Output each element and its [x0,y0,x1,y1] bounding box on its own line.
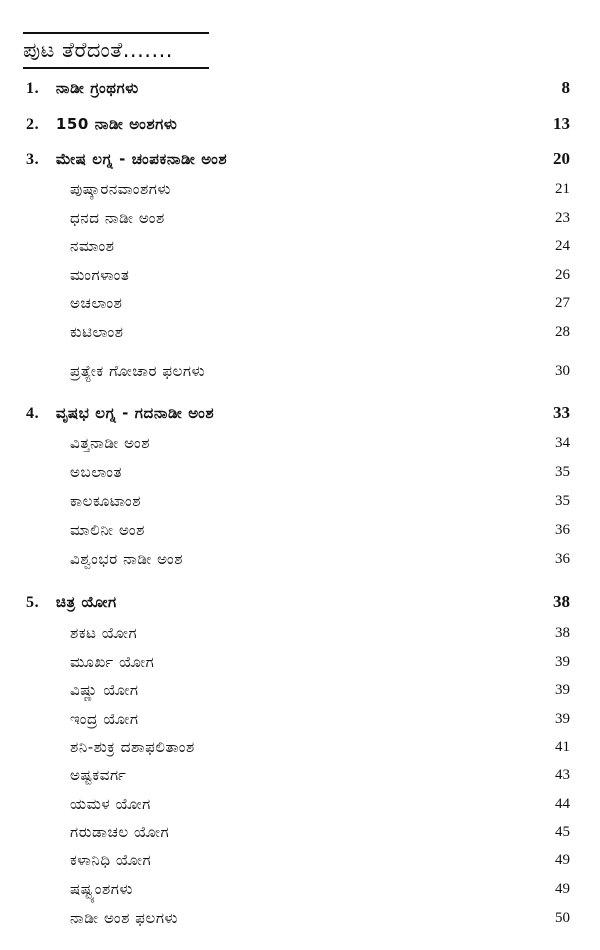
toc-section[interactable] [0,819,600,845]
section-title: ಮಂಗಳಾಂತ [70,266,130,284]
toc-section[interactable] [0,430,600,456]
section-title: ಪುಷ್ಕಾರನವಾಂಶಗಳು [70,180,172,198]
chapter-title-text: ವೃಷಭ ಲಗ್ನ - ಗದನಾಡೀ ಅಂಶ [55,404,215,422]
section-page-number: 45 [555,824,570,840]
section-title: ಪ್ರತ್ಯೇಕ ಗೋಚಾರ ಫಲಗಳು [70,362,206,380]
section-title: ಅಚಲಾಂಶ [70,294,123,312]
chapter-page-number: 38 [553,592,570,611]
page-heading-block [23,32,209,69]
section-page-number: 39 [555,654,570,670]
chapter-title-text: ನಾಡೀ ಗ್ರಂಥಗಳು [55,79,139,97]
toc-section[interactable] [0,290,600,316]
section-title: ಇಂದ್ರ ಯೋಗ [70,710,139,728]
chapter-number: 2. [26,116,40,133]
section-title: ಯಮಳ ಯೋಗ [70,795,151,813]
section-page-number: 24 [555,238,570,254]
toc-chapter-1[interactable] [0,75,600,101]
section-page-number: 34 [555,435,570,451]
toc-section[interactable] [0,546,600,572]
chapter-number: 4. [26,405,40,422]
toc-section[interactable] [0,847,600,873]
section-title: ಕುಟಿಲಾಂಶ [70,323,124,341]
toc-section[interactable] [0,488,600,514]
section-title: ಷಷ್ಟ್ಯಂಶಗಳು [70,880,134,898]
section-page-number: 23 [555,210,570,226]
toc-section[interactable] [0,262,600,288]
section-page-number: 41 [555,739,570,755]
chapter-title-text: ಮೇಷ ಲಗ್ನ - ಚಂಪಕನಾಡೀ ಅಂಶ [55,150,228,168]
toc-chapter-5[interactable] [0,589,600,615]
heading-bottom-rule [23,67,209,69]
section-page-number: 28 [555,324,570,340]
chapter-number: 1. [26,80,40,97]
toc-section[interactable] [0,459,600,485]
toc-section[interactable] [0,734,600,760]
chapter-title [26,111,177,138]
section-page-number: 36 [555,551,570,567]
section-title: ಧನದ ನಾಡೀ ಅಂಶ [70,209,165,227]
section-page-number: 30 [555,363,570,379]
toc-section[interactable] [0,517,600,543]
section-title: ವಿಶ್ವಂಭರ ನಾಡೀ ಅಂಶ [70,550,184,568]
section-page-number: 49 [555,852,570,868]
section-title: ವಿತ್ತನಾಡೀ ಅಂಶ [70,434,151,452]
toc-section[interactable] [0,649,600,675]
chapter-title [26,75,139,102]
toc-section[interactable] [0,233,600,259]
toc-section[interactable] [0,358,600,384]
toc-chapter-4[interactable] [0,400,600,426]
section-page-number: 36 [555,522,570,538]
section-title: ಗರುಡಾಚಲ ಯೋಗ [70,823,170,841]
section-page-number: 50 [555,910,570,926]
section-page-number: 44 [555,796,570,812]
section-title: ಅಷ್ಟಕವರ್ಗ [70,766,127,784]
toc-section[interactable] [0,791,600,817]
section-page-number: 27 [555,295,570,311]
section-title: ಅಬಲಾಂತ [70,463,123,481]
chapter-title [26,400,214,427]
toc-section[interactable] [0,176,600,202]
chapter-number: 3. [26,151,40,168]
toc-section[interactable] [0,762,600,788]
section-title: ಕಳಾನಿಧಿ ಯೋಗ [70,851,152,869]
chapter-number: 5. [26,594,40,611]
section-title: ಶಕಟ ಯೋಗ [70,624,138,642]
chapter-page-number: 8 [561,78,570,97]
section-title: ಶನಿ-ಶುಕ್ರ ದಶಾಫಲಿತಾಂಶ [70,738,195,756]
toc-section[interactable] [0,677,600,703]
chapter-page-number: 13 [553,114,570,133]
chapter-title [26,146,227,173]
section-page-number: 39 [555,711,570,727]
section-page-number: 21 [555,181,570,197]
section-page-number: 26 [555,267,570,283]
section-title: ಕಾಲಕೂಟಾಂಶ [70,492,142,510]
section-page-number: 38 [555,625,570,641]
section-title: ಮಾಲಿನೀ ಅಂಶ [70,521,145,539]
chapter-title-text: ಚಿತ್ರ ಯೋಗ [55,593,117,611]
section-page-number: 39 [555,682,570,698]
section-page-number: 35 [555,464,570,480]
toc-chapter-3[interactable] [0,146,600,172]
section-title: ನಾಡೀ ಅಂಶ ಫಲಗಳು [70,909,179,927]
chapter-page-number: 33 [553,403,570,422]
toc-chapter-2[interactable] [0,111,600,137]
section-page-number: 35 [555,493,570,509]
toc-section[interactable] [0,706,600,732]
chapter-title-text: 150 ನಾಡೀ ಅಂಶಗಳು [55,115,178,133]
section-page-number: 49 [555,881,570,897]
section-page-number: 43 [555,767,570,783]
toc-section[interactable] [0,205,600,231]
section-title: ನಮಾಂಶ [70,237,115,255]
toc-section[interactable] [0,319,600,345]
toc-section[interactable] [0,905,600,931]
toc-section[interactable] [0,620,600,646]
section-title: ಮೂರ್ಖ ಯೋಗ [70,653,155,671]
section-title: ವಿಷ್ಣು ಯೋಗ [70,681,139,699]
chapter-title [26,589,117,616]
toc-section[interactable] [0,876,600,902]
chapter-page-number: 20 [553,149,570,168]
page-title: ಪುಟ ತೆರೆದಂತೆ....... [23,38,173,62]
